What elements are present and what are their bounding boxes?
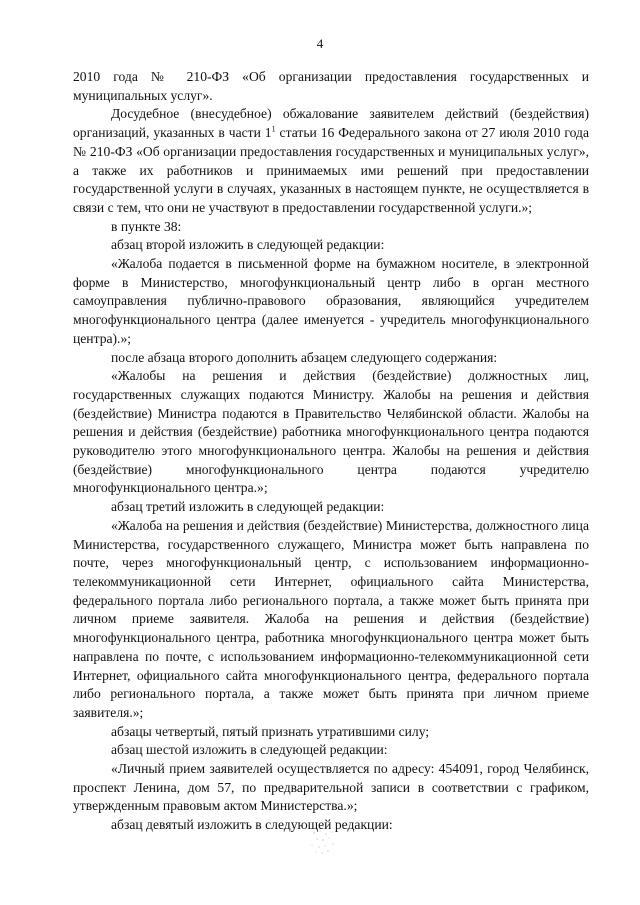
paragraph-item-38: в пункте 38: <box>111 218 182 234</box>
paragraph-quote: «Жалоба подается в письменной форме на бумажном носителе, в электронной форме в Министерство, многофункциональный центр либо в орган местного самоуправления публично-правового образования, являющийся учредителем многофункционального центра (далее именуется - учредитель многофункционального центра).»; <box>73 256 589 346</box>
paragraph-instruction: после абзаца второго дополнить абзацем следующего содержания: <box>111 349 498 365</box>
paragraph-instruction: абзац девятый изложить в следующей редакции: <box>111 817 393 833</box>
paragraph-instruction: абзац шестой изложить в следующей редакции: <box>111 742 388 758</box>
superscript: 1 <box>271 124 276 134</box>
paragraph-continuation: 2010 года № 210-ФЗ «Об организации предоставления государственных и муниципальных услуг». <box>73 69 589 103</box>
paragraph-instruction: абзац второй изложить в следующей редакции: <box>111 237 385 253</box>
body-text <box>73 68 589 835</box>
paragraph-quote: «Жалобы на решения и действия (бездействие) должностных лиц, государственных служащих подаются Министру. Жалобы на решения и действия (бездействие) Министра подаются в Правительство Челябинской области. Жалобы на решения и действия (бездействие) работника многофункционального центра подаются руководителю этого многофункционального центра. Жалобы на решения и действия (бездействие) многофункционального центра подаются учредителю многофункционального центра.»; <box>73 368 589 496</box>
paragraph-text: Досудебное (внесудебное) обжалование заявителем действий (бездействия) организаций, указанных в части 1 <box>73 106 589 141</box>
faint-stamp-icon <box>308 828 338 856</box>
paragraph-instruction: абзац третий изложить в следующей редакции: <box>111 499 385 515</box>
paragraph-pretrial-appeal <box>73 105 589 217</box>
page-number: 4 <box>316 36 324 51</box>
paragraph-quote: «Личный прием заявителей осуществляется по адресу: 454091, город Челябинск, проспект Ленина, дом 57, по предварительной записи в соответствии с графиком, утвержденным правовым актом Министерства.»; <box>73 761 589 814</box>
paragraph-instruction: абзацы четвертый, пятый признать утратившими силу; <box>111 723 430 739</box>
paragraph-text: статьи 16 Федерального закона от 27 июля 2010 года № 210-ФЗ «Об организации предоставления государственных и муниципальных услуг», а также их работников и принимаемых ими решений при предоставлении государственной услуги в случаях, указанных в настоящем пункте, не осуществляется в связи с тем, что они не участвуют в предоставлении государственной услуги.»; <box>73 125 590 215</box>
paragraph-quote: «Жалоба на решения и действия (бездействие) Министерства, должностного лица Министерства, государственного служащего, Министра может быть направлена по почте, через многофункциональный центр, с использованием информационно-телекоммуникационной сети Интернет, официального сайта Министерства, федерального портала либо регионального портала, а также может быть принята при личном приеме заявителя. Жалоба на решения и действия (бездействие) многофункционального центра, работника многофункционального центра может быть направлена по почте, с использованием информационно-телекоммуникационной сети Интернет, официального сайта многофункционального центра, федерального портала либо регионального портала, а также может быть принята при личном приеме заявителя.»; <box>73 517 589 720</box>
